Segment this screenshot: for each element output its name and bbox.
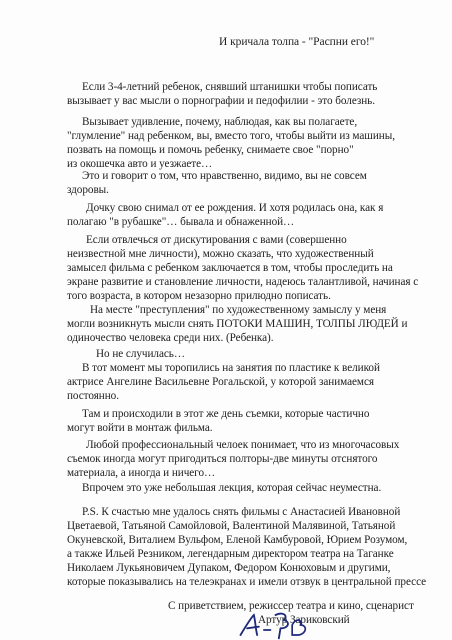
ps-line: Окуневской, Виталием Вульфом, Еленой Камбуровой, Юрием Розумом,	[67, 534, 408, 546]
ps-line: P.S. К счастью мне удалось снять фильмы с Анастасией Ивановной	[82, 506, 401, 518]
paragraph-line: Это и говорит о том, что нравственно, видимо, вы не совсем	[82, 170, 367, 182]
paragraph-line: одиночество человека среди них. (Ребенка).	[67, 332, 274, 344]
ps-line: Цветаевой, Татьяной Самойловой, Валентиной Малявиной, Татьяной	[67, 520, 396, 532]
paragraph-line: полагаю "в рубашке"… бывала и обнаженной…	[67, 216, 295, 228]
paragraph-line: постоянно.	[67, 390, 119, 402]
paragraph-line: актрисе Ангелине Васильевне Рогальской, у которой занимаемся	[67, 376, 374, 388]
paragraph-line: того возраста, в котором незазорно прилюдно пописать.	[67, 290, 331, 302]
author-name: Артур Зариковский	[258, 614, 350, 626]
handwritten-signature	[228, 610, 338, 640]
paragraph-line: могли возникнуть мысли снять ПОТОКИ МАШИН, ТОЛПЫ ЛЮДЕЙ и	[67, 318, 408, 330]
paragraph-line: из окошечка авто и уезжаете…	[67, 158, 213, 170]
paragraph-line: Впрочем это уже небольшая лекция, которая сейчас неуместна.	[82, 482, 382, 494]
paragraph-line: вызывает у вас мысли о порнографии и педофилии - это болезнь.	[67, 95, 375, 107]
closing-line: С приветствием, режиссер театра и кино, сценарист	[168, 600, 414, 612]
paragraph-line: "глумление" над ребенком, вы, вместо того, чтобы выйти из машины,	[67, 130, 395, 142]
paragraph-line: Там и происходили в этот же день съемки, которые частично	[82, 408, 370, 420]
ps-line: а также Ильей Резником, легендарным директором театра на Таганке	[67, 548, 394, 560]
paragraph-line: Любой профессиональный челоек понимает, что из многочасовых	[86, 439, 400, 451]
paragraph-line: Если отвлечься от дискутирования с вами (совершенно	[86, 234, 347, 246]
ps-line: которые показывались на телеэкранах и имели отзвук в центральной прессе	[67, 576, 427, 588]
paragraph-line: могут войти в монтаж фильма.	[67, 422, 213, 434]
epigraph: И кричала толпа - "Распни его!"	[219, 36, 375, 48]
paragraph-line: неизвестной мне личности), можно сказать, что художественный	[67, 248, 374, 260]
paragraph-line: позвать на помощь и помочь ребенку, снимаете свое "порно"	[67, 144, 354, 156]
paragraph-line: Но не случилась…	[96, 348, 185, 360]
paragraph-line: Вызывает удивление, почему, наблюдая, как вы полагаете,	[82, 116, 358, 128]
paragraph-line: экране развитие и становление личности, надеюсь талантливой, начиная с	[67, 276, 419, 288]
paragraph-line: замысел фильма с ребенком заключается в том, чтобы проследить на	[67, 262, 393, 274]
paragraph-line: материала, а иногда и ничего…	[67, 467, 216, 479]
paragraph-line: Если 3-4-летний ребенок, снявший штанишки чтобы пописать	[82, 81, 378, 93]
paragraph-line: На месте "преступления" по художественному замыслу у меня	[90, 304, 387, 316]
ps-line: Николаем Лукьяновичем Дупаком, Федором Конюховым и другими,	[67, 562, 391, 574]
paragraph-line: здоровы.	[67, 184, 109, 196]
paragraph-line: съемок иногда могут пригодиться полторы-две минуты отснятого	[67, 453, 378, 465]
paragraph-line: В тот момент мы торопились на занятия по пластике к великой	[82, 362, 380, 374]
paragraph-line: Дочку свою снимал от ее рождения. И хотя родилась она, как я	[86, 202, 384, 214]
